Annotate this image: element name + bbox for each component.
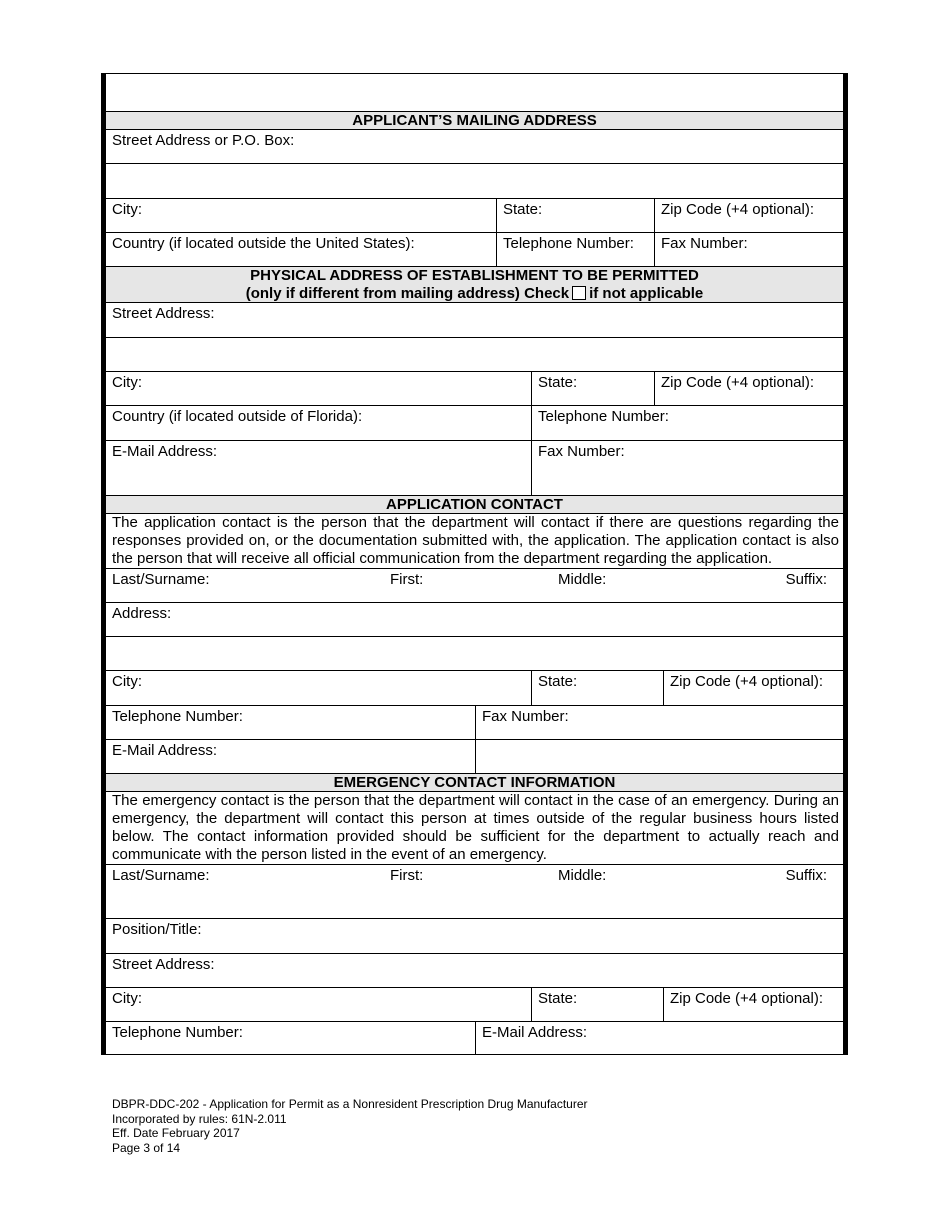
physical-fax-field[interactable] — [531, 441, 843, 495]
em-middle-label: Middle: — [558, 867, 607, 884]
mailing-zip-field[interactable] — [654, 199, 843, 232]
physical-state-field[interactable] — [531, 372, 654, 405]
app-email-field[interactable] — [106, 740, 475, 773]
application-contact-name-field[interactable] — [106, 568, 843, 603]
app-telephone-field[interactable] — [106, 706, 475, 739]
app-telephone-label: Telephone Number: — [112, 708, 243, 725]
em-city-row — [106, 988, 843, 1022]
mailing-city-label: City: — [112, 201, 142, 218]
mailing-fax-label: Fax Number: — [661, 235, 748, 252]
physical-street-field[interactable] — [106, 303, 843, 338]
footer-page-number: Page 3 of 14 — [112, 1140, 181, 1155]
em-email-label: E-Mail Address: — [482, 1024, 588, 1041]
mailing-state-label: State: — [503, 201, 543, 218]
app-state-label: State: — [538, 673, 578, 690]
em-first-label: First: — [390, 867, 424, 884]
app-city-label: City: — [112, 673, 142, 690]
mailing-fax-field[interactable] — [654, 233, 843, 266]
em-street-label: Street Address: — [112, 956, 215, 973]
em-city-label: City: — [112, 990, 142, 1007]
app-fax-label: Fax Number: — [482, 708, 569, 725]
mailing-country-label: Country (if located outside the United States): — [112, 235, 415, 252]
em-telephone-field[interactable] — [106, 1022, 475, 1055]
mailing-city-field[interactable] — [106, 199, 496, 232]
physical-state-label: State: — [538, 374, 578, 391]
physical-zip-field[interactable] — [654, 372, 843, 405]
em-zip-field[interactable] — [663, 988, 843, 1021]
physical-city-row — [106, 372, 843, 406]
mailing-state-field[interactable] — [496, 199, 654, 232]
physical-zip-label: Zip Code (+4 optional): — [661, 374, 815, 391]
physical-email-row — [106, 441, 843, 496]
em-position-field[interactable] — [106, 919, 843, 954]
app-address-label: Address: — [112, 605, 172, 622]
em-email-field[interactable] — [475, 1022, 843, 1055]
physical-street-label: Street Address: — [112, 305, 215, 322]
footer-form-title: DBPR-DDC-202 - Application for Permit as a Nonresident Prescription Drug Manufacturer — [112, 1097, 588, 1111]
mailing-street-field[interactable] — [106, 130, 843, 164]
mailing-country-row — [106, 233, 843, 267]
physical-header-na-text: if not applicable — [589, 285, 704, 302]
em-zip-label: Zip Code (+4 optional): — [670, 990, 824, 1007]
physical-fax-label: Fax Number: — [538, 443, 625, 460]
application-contact-text: The application contact is the person that the department will contact if there are questions regarding the responses provided on, or the documentation submitted with, the application. The application contact is also the person that will receive all official communication from the department regarding the application. — [112, 514, 839, 567]
emergency-contact-name-field[interactable] — [106, 864, 843, 919]
mailing-telephone-field[interactable] — [496, 233, 654, 266]
em-position-label: Position/Title: — [112, 921, 202, 938]
app-email-row — [106, 740, 843, 774]
mailing-country-field[interactable] — [106, 233, 496, 266]
app-suffix-label: Suffix: — [785, 571, 827, 588]
app-zip-label: Zip Code (+4 optional): — [670, 673, 824, 690]
app-email-value-field[interactable] — [475, 740, 843, 773]
em-suffix-label: Suffix: — [785, 867, 827, 884]
physical-city-label: City: — [112, 374, 142, 391]
physical-country-row — [106, 406, 843, 441]
physical-telephone-label: Telephone Number: — [538, 408, 669, 425]
physical-header-check-text: (only if different from mailing address) Check — [245, 285, 570, 302]
physical-telephone-field[interactable] — [531, 406, 843, 440]
app-zip-field[interactable] — [663, 671, 843, 705]
physical-header-line2 — [106, 285, 843, 303]
app-state-field[interactable] — [531, 671, 663, 705]
physical-country-label: Country (if located outside of Florida): — [112, 408, 363, 425]
em-last-label: Last/Surname: — [112, 867, 210, 884]
physical-email-label: E-Mail Address: — [112, 443, 218, 460]
app-email-label: E-Mail Address: — [112, 742, 218, 759]
physical-street-line2-field[interactable] — [106, 338, 843, 372]
app-address-field[interactable] — [106, 603, 843, 637]
em-street-field[interactable] — [106, 954, 843, 988]
app-fax-field[interactable] — [475, 706, 843, 739]
app-city-row — [106, 671, 843, 706]
physical-header-line1: PHYSICAL ADDRESS OF ESTABLISHMENT TO BE PERMITTED — [250, 267, 699, 284]
mailing-telephone-label: Telephone Number: — [503, 235, 634, 252]
mailing-zip-label: Zip Code (+4 optional): — [661, 201, 815, 218]
app-telephone-row — [106, 706, 843, 740]
mailing-address-header: APPLICANT’S MAILING ADDRESS — [106, 112, 843, 130]
page-footer — [112, 1097, 588, 1155]
physical-address-header — [106, 267, 843, 303]
application-contact-description — [106, 514, 843, 568]
physical-city-field[interactable] — [106, 372, 531, 405]
emergency-contact-description — [106, 792, 843, 864]
application-contact-header: APPLICATION CONTACT — [106, 496, 843, 514]
app-middle-label: Middle: — [558, 571, 607, 588]
mailing-street-label: Street Address or P.O. Box: — [112, 132, 295, 149]
emergency-contact-header: EMERGENCY CONTACT INFORMATION — [106, 774, 843, 792]
physical-country-field[interactable] — [106, 406, 531, 440]
mailing-city-row — [106, 199, 843, 233]
app-last-label: Last/Surname: — [112, 571, 210, 588]
footer-rules: Incorporated by rules: 61N-2.011 — [112, 1111, 287, 1126]
blank-top-row[interactable] — [106, 74, 843, 112]
application-form — [101, 73, 848, 1055]
not-applicable-checkbox[interactable] — [572, 286, 586, 300]
mailing-street-line2-field[interactable] — [106, 164, 843, 199]
em-telephone-row — [106, 1022, 843, 1055]
footer-eff-date: Eff. Date February 2017 — [112, 1126, 240, 1140]
em-state-label: State: — [538, 990, 578, 1007]
emergency-contact-text: The emergency contact is the person that the department will contact in the case of an emergency. During an emergency, the department will contact this person at times outside of the regular business hours listed below. The contact information provided should be sufficient for the department to actually reach and communicate with the person listed in the event of an emergency. — [112, 792, 839, 863]
em-state-field[interactable] — [531, 988, 663, 1021]
em-city-field[interactable] — [106, 988, 531, 1021]
app-address-line2-field[interactable] — [106, 637, 843, 671]
app-city-field[interactable] — [106, 671, 531, 705]
app-first-label: First: — [390, 571, 424, 588]
physical-email-field[interactable] — [106, 441, 531, 495]
em-telephone-label: Telephone Number: — [112, 1024, 243, 1041]
